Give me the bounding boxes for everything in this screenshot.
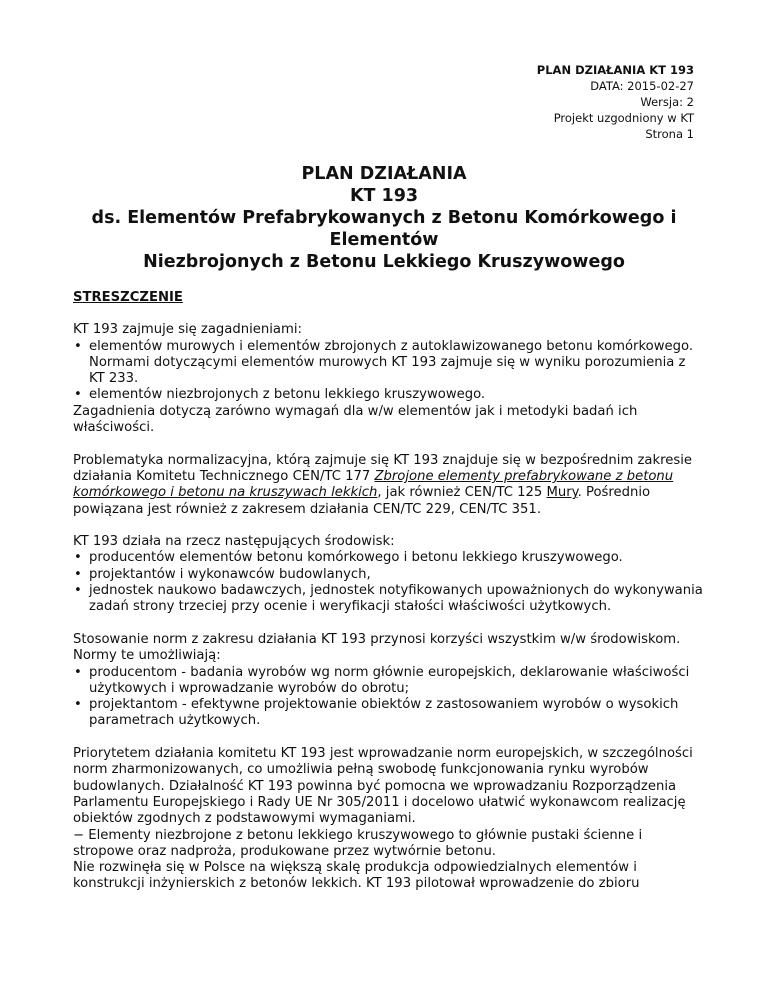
p2-text-1: Problematyka normalizacyjna, którą zajmuje się KT 193 znajduje się w bezpośrednim zakresie działania Komitetu Technicznego CEN/TC 177 [73,452,693,484]
title-line-1: PLAN DZIAŁANIA [301,164,467,184]
header-doc-title: PLAN DZIAŁANIA KT 193 [536,63,694,77]
p1-outro: Zagadnienia dotyczą zarówno wymagań dla w/w elementów jak i metodyki badań ich właściwości. [73,403,638,436]
p5-text-3: Nie rozwinęła się w Polsce na większą skalę produkcja odpowiedzialnych elementów i konstrukcji inżynierskich z betonów lekkich. KT 193 pilotował wprowadzenie do zbioru [73,860,640,892]
document-title [40,163,728,273]
p1-bullet-1: • elementów murowych i elementów zbrojonych z autoklawizowanego betonu komórkowego. Normami dotyczącymi elementów murowych KT 193 zajmuje się w wyniku porozumienia z KT 233. [73,339,703,388]
header-version: Wersja: 2 [640,95,694,109]
p2-link-tc177: Zbrojone elementy prefabrykowane z betonu komórkowego i betonu na kruszywach lekkich [73,468,674,501]
paragraph-2 [73,453,703,518]
p4-intro: Stosowanie norm z zakresu działania KT 193 przynosi korzyści wszystkim w/w środowiskom. Normy te umożliwiają: [73,631,681,664]
p3-bullet-3: • jednostek naukowo badawczych, jednostek notyfikowanych upoważnionych do wykonywania zadań strony trzeciej przy ocenie i weryfikacji stałości właściwości użytkowych. [73,583,703,616]
title-line-3: ds. Elementów Prefabrykowanych z Betonu Komórkowego i Elementów [91,208,677,250]
p3-intro: KT 193 działa na rzecz następujących środowisk: [73,534,395,550]
p2-link-mury: Mury [546,485,578,501]
p2-text-2: , jak również CEN/TC 125 [377,485,547,501]
p1-bullet-2: • elementów niezbrojonych z betonu lekkiego kruszywowego. [73,387,703,403]
p1-intro: KT 193 zajmuje się zagadnieniami: [73,322,302,338]
header-date: DATA: 2015-02-27 [590,79,694,93]
header-status: Projekt uzgodniony w KT [553,111,694,125]
p3-bullet-1: • producentów elementów betonu komórkowego i betonu lekkiego kruszywowego. [73,550,703,566]
title-line-4: Niezbrojonych z Betonu Lekkiego Kruszywowego [143,252,625,272]
header-page-number: Strona 1 [645,127,694,141]
p4-bullet-2: • projektantom - efektywne projektowanie obiektów z zastosowaniem wyrobów o wysokich parametrach użytkowych. [73,697,703,730]
document-body [73,290,703,893]
page-header [537,62,694,142]
title-line-2: KT 193 [349,186,419,206]
p3-bullet-2: • projektantów i wykonawców budowlanych, [73,567,703,583]
p4-bullet-1: • producentom - badania wyrobów wg norm głównie europejskich, deklarowanie właściwości użytkowych i wprowadzanie wyrobów do obrotu; [73,665,703,698]
p5-text-1: Priorytetem działania komitetu KT 193 jest wprowadzanie norm europejskich, w szczególności norm zharmonizowanych, co umożliwia pełną swobodę funkcjonowania rynku wyrobów budowlanych. Działalność KT 193 powinna być pomocna we wprowadzaniu Rozporządzenia Parlamentu Europejskiego i Rady UE Nr 305/2011 i docelowo ułatwić wykonawcom realizację obiektów zgodnych z podstawowymi wymaganiami. [73,746,693,827]
p5-text-2: − Elementy niezbrojone z betonu lekkiego kruszywowego to głównie pustaki ścienne i stropowe oraz nadproża, produkowane przez wytwórnie betonu. [73,827,643,859]
section-heading: STRESZCZENIE [73,290,183,305]
p2-text-3: . Pośrednio powiązana jest również z zakresem działania CEN/TC 229, CEN/TC 351. [73,485,651,517]
